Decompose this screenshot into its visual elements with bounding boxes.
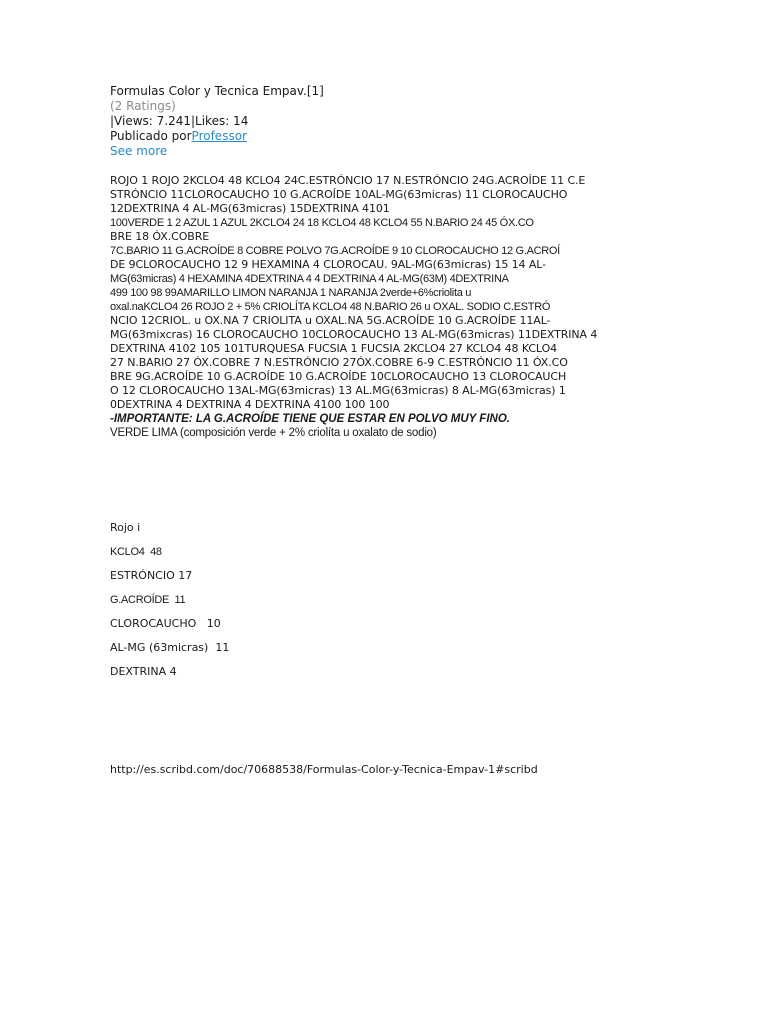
rojo-recipe-list bbox=[110, 520, 229, 688]
body-line: DEXTRINA 4102 105 101TURQUESA FUCSIA 1 FUCSIA 2KCLO4 27 KCLO4 48 KCLO4 bbox=[110, 342, 558, 355]
body-line: 499 100 98 99AMARILLO LIMON NARANJA 1 NARANJA 2verde+6%criolita u bbox=[110, 287, 472, 299]
recipe-line: DEXTRINA 4 bbox=[110, 665, 177, 678]
ratings-count: (2 Ratings) bbox=[110, 99, 176, 113]
recipe-line: Rojo i bbox=[110, 521, 141, 534]
document-title: Formulas Color y Tecnica Empav.[1] bbox=[110, 84, 324, 98]
body-line: BRE 18 ÓX.COBRE bbox=[110, 230, 210, 243]
body-line: BRE 9G.ACROÍDE 10 G.ACROÍDE 10 G.ACROÍDE 10CLOROCAUCHO 13 CLOROCAUCH bbox=[110, 370, 567, 383]
body-line: O 12 CLOROCAUCHO 13AL-MG(63micras) 13 AL.MG(63micras) 8 AL-MG(63micras) 1 bbox=[110, 384, 566, 397]
published-prefix: Publicado por bbox=[110, 129, 192, 143]
body-line: ROJO 1 ROJO 2KCLO4 48 KCLO4 24C.ESTRÓNCIO 17 N.ESTRÓNCIO 24G.ACROÍDE 11 C.E bbox=[110, 174, 586, 187]
body-line: 12DEXTRINA 4 AL-MG(63micras) 15DEXTRINA 4101 bbox=[110, 202, 390, 215]
body-line: STRÓNCIO 11CLOROCAUCHO 10 G.ACROÍDE 10AL-MG(63micras) 11 CLOROCAUCHO bbox=[110, 188, 568, 201]
important-notice: -IMPORTANTE: LA G.ACROÍDE TIENE QUE ESTAR EN POLVO MUY FINO. bbox=[110, 413, 510, 425]
body-line: oxal.naKCLO4 26 ROJO 2 + 5% CRIOLÍTA KCLO4 48 N.BARIO 26 u OXAL. SODIO C.ESTRÓ bbox=[110, 301, 551, 313]
recipe-line: AL-MG (63micras) 11 bbox=[110, 641, 230, 654]
body-line: 27 N.BARIO 27 ÓX.COBRE 7 N.ESTRÓNCIO 27ÓX.COBRE 6-9 C.ESTRÓNCIO 11 ÓX.CO bbox=[110, 356, 568, 369]
body-line: 100VERDE 1 2 AZUL 1 AZUL 2KCLO4 24 18 KCLO4 48 KCLO4 55 N.BARIO 24 45 ÓX.CO bbox=[110, 217, 534, 229]
verde-lima-note: VERDE LIMA (composición verde + 2% criolíta u oxalato de sodio) bbox=[110, 427, 437, 439]
recipe-line: ESTRÓNCIO 17 bbox=[110, 569, 193, 582]
published-by bbox=[110, 129, 662, 144]
formula-text-block bbox=[110, 174, 662, 440]
recipe-line: KCLO4 48 bbox=[110, 546, 162, 558]
recipe-line: CLOROCAUCHO 10 bbox=[110, 617, 221, 630]
body-line: 0DEXTRINA 4 DEXTRINA 4 DEXTRINA 4100 100 100 bbox=[110, 398, 390, 411]
document-page bbox=[110, 84, 662, 440]
author-link[interactable]: Professor bbox=[191, 129, 247, 143]
body-line: NCIO 12CRIOL. u OX.NA 7 CRIOLITA u OXAL.NA 5G.ACROÍDE 10 G.ACROÍDE 11AL- bbox=[110, 314, 551, 327]
see-more-link[interactable]: See more bbox=[110, 144, 168, 158]
source-url[interactable]: http://es.scribd.com/doc/70688538/Formulas-Color-y-Tecnica-Empav-1#scribd bbox=[110, 763, 538, 776]
body-line: MG(63micras) 4 HEXAMINA 4DEXTRINA 4 4 DEXTRINA 4 AL-MG(63M) 4DEXTRINA bbox=[110, 273, 509, 285]
body-line: 7C.BARIO 11 G.ACROÍDE 8 COBRE POLVO 7G.ACROÍDE 9 10 CLOROCAUCHO 12 G.ACROÍ bbox=[110, 245, 560, 257]
body-line: MG(63mixcras) 16 CLOROCAUCHO 10CLOROCAUCHO 13 AL-MG(63micras) 11DEXTRINA 4 bbox=[110, 328, 598, 341]
views-likes-stats: |Views: 7.241|Likes: 14 bbox=[110, 114, 249, 128]
body-line: DE 9CLOROCAUCHO 12 9 HEXAMINA 4 CLOROCAU. 9AL-MG(63micras) 15 14 AL- bbox=[110, 258, 546, 271]
recipe-line: G.ACROÍDE 11 bbox=[110, 594, 186, 606]
